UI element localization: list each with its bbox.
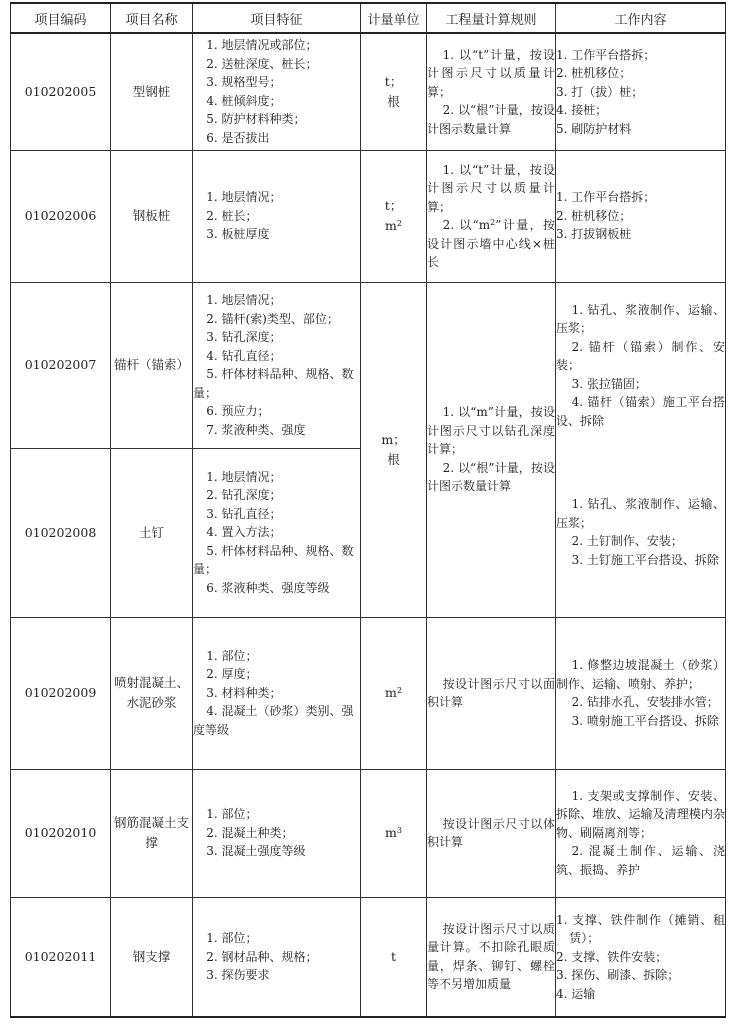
item-rules xyxy=(427,897,556,1017)
feature-line: 5. 防护材料种类； xyxy=(206,112,306,127)
table-row xyxy=(11,769,726,897)
feature-line: 2. 锚杆(索)类型、部位； xyxy=(206,311,339,326)
work-line: 4. 接桩； xyxy=(556,103,608,117)
work-line: 1. 支撑、铁件制作（摊销、租赁）； xyxy=(556,912,725,945)
work-line: 2. 锚杆（锚索）制作、安装； xyxy=(556,339,725,372)
work-line: 3. 探伤、刷漆、拆除； xyxy=(556,968,680,982)
table-row xyxy=(11,150,726,282)
feature-line: 6. 预应力； xyxy=(206,404,270,418)
header-work: 工作内容 xyxy=(556,3,726,33)
rule-line: 按设计图示尺寸以体积计算 xyxy=(427,816,555,849)
rule-exponent: 2 xyxy=(490,218,496,227)
item-work xyxy=(556,617,726,769)
item-name: 锚杆（锚索） xyxy=(111,282,193,448)
feature-line: 1. 地层情况或部位； xyxy=(206,38,318,53)
item-work xyxy=(556,282,726,448)
unit-base: m xyxy=(385,685,397,700)
work-line: 1. 修整边坡混凝土（砂浆）制作、运输、喷射、养护； xyxy=(556,658,725,691)
feature-line: 2. 钢材品种、规格； xyxy=(206,949,318,964)
feature-line: 5. 杆体材料品种、规格、数量； xyxy=(193,543,354,577)
header-rules: 工程量计算规则 xyxy=(427,3,556,33)
item-code: 010202010 xyxy=(11,769,111,897)
feature-line: 4. 钻孔直径； xyxy=(206,348,282,363)
item-features xyxy=(193,448,361,617)
spec-table xyxy=(10,2,726,1018)
item-name: 喷射混凝土、水泥砂浆 xyxy=(111,617,193,769)
work-line: 2. 支撑、铁件安装； xyxy=(556,949,668,964)
item-work xyxy=(556,448,726,617)
work-line: 4. 运输 xyxy=(556,986,596,1001)
table-row xyxy=(11,617,726,769)
item-work xyxy=(556,150,726,282)
unit-line: t； xyxy=(384,198,403,213)
header-features: 项目特征 xyxy=(193,3,361,33)
work-line: 4. 锚杆（锚索）施工平台搭设、拆除 xyxy=(556,395,725,428)
feature-line: 1. 部位； xyxy=(206,648,258,663)
work-line: 3. 喷射施工平台搭设、拆除 xyxy=(571,713,719,728)
feature-line: 3. 材料种类； xyxy=(206,685,282,700)
unit-base: m xyxy=(385,218,397,233)
feature-line: 1. 部位； xyxy=(206,931,258,945)
feature-line: 2. 厚度； xyxy=(206,667,258,682)
item-features xyxy=(193,33,361,150)
work-line: 1. 工作平台搭拆； xyxy=(556,47,656,62)
unit-exponent: 2 xyxy=(396,686,402,695)
table-row xyxy=(11,282,726,448)
feature-line: 5. 杆体材料品种、规格、数量； xyxy=(193,367,354,400)
work-line: 2. 桩机移位； xyxy=(556,208,632,223)
work-line: 1. 工作平台搭拆； xyxy=(556,190,656,205)
table-row xyxy=(11,897,726,1017)
feature-line: 7. 浆液种类、强度 xyxy=(206,422,306,437)
table-row xyxy=(11,33,726,150)
item-code: 010202008 xyxy=(11,448,111,617)
work-line: 1. 支架或支撑制作、安装、拆除、堆放、运输及清理模内杂物、刷隔离剂等； xyxy=(556,788,725,840)
feature-line: 1. 部位； xyxy=(206,807,258,822)
feature-line: 2. 钻孔深度； xyxy=(206,488,282,503)
item-name: 型钢桩 xyxy=(111,33,193,150)
unit-exponent: 2 xyxy=(396,219,402,228)
feature-line: 1. 地层情况； xyxy=(206,469,282,484)
work-line: 1. 钻孔、浆液制作、运输、压浆； xyxy=(556,497,725,530)
work-line: 3. 张拉锚固； xyxy=(571,376,647,391)
header-unit: 计量单位 xyxy=(361,3,427,33)
work-line: 3. 打拔钢板桩 xyxy=(556,227,632,242)
header-name: 项目名称 xyxy=(111,3,193,33)
item-code: 010202005 xyxy=(11,33,111,150)
header-code: 项目编码 xyxy=(11,3,111,33)
item-unit xyxy=(361,617,427,769)
item-code: 010202011 xyxy=(11,897,111,1017)
rule-line: 按设计图示尺寸以质量计算。不扣除孔眼质量，焊条、铆钉、螺栓等不另增加质量 xyxy=(427,921,555,992)
feature-line: 4. 置入方法； xyxy=(206,525,282,540)
feature-line: 4. 桩倾斜度； xyxy=(206,93,282,108)
feature-line: 3. 规格型号； xyxy=(206,75,282,90)
rule-line: 2. 以“根”计量，按设计图示数量计算 xyxy=(427,460,555,494)
header-row xyxy=(11,3,726,33)
work-line: 2. 桩机移位； xyxy=(556,66,632,80)
unit-exponent: 3 xyxy=(396,826,402,835)
item-work xyxy=(556,897,726,1017)
feature-line: 6. 是否拔出 xyxy=(206,130,270,145)
work-line: 5. 刷防护材料 xyxy=(556,121,632,136)
feature-line: 2. 混凝土种类； xyxy=(206,825,294,840)
item-unit xyxy=(361,769,427,897)
work-line: 3. 土钉施工平台搭设、拆除 xyxy=(571,552,719,567)
feature-line: 3. 探伤要求 xyxy=(206,968,270,982)
unit-line: 根 xyxy=(387,93,400,109)
work-line: 2. 混凝土制作、运输、浇筑、振捣、养护 xyxy=(556,844,725,877)
item-rules xyxy=(427,769,556,897)
item-code: 010202006 xyxy=(11,150,111,282)
item-rules-shared xyxy=(427,282,556,617)
item-name: 钢筋混凝土支撑 xyxy=(111,769,193,897)
item-rules xyxy=(427,617,556,769)
rule-text: 2. 以“m xyxy=(442,218,491,232)
item-name: 钢支撑 xyxy=(111,897,193,1017)
feature-line: 2. 送桩深度、桩长； xyxy=(206,56,318,71)
rule-line: 按设计图示尺寸以面积计算 xyxy=(427,676,555,709)
rule-line: 1. 以“t”计量，按设计图示尺寸以质量计算； xyxy=(427,162,555,214)
unit-line: t xyxy=(390,948,397,964)
rule-line: 2. 以“根”计量，按设计图示数量计算 xyxy=(427,103,555,136)
item-rules xyxy=(427,33,556,150)
item-code: 010202009 xyxy=(11,617,111,769)
feature-line: 6. 浆液种类、强度等级 xyxy=(206,580,330,595)
unit-line: t； xyxy=(384,73,403,89)
feature-line: 2. 桩长； xyxy=(206,208,258,223)
item-unit xyxy=(361,33,427,150)
feature-line: 3. 钻孔深度； xyxy=(206,330,282,344)
feature-line: 3. 钻孔直径； xyxy=(206,506,282,521)
item-rules xyxy=(427,150,556,282)
item-name: 土钉 xyxy=(111,448,193,617)
item-code: 010202007 xyxy=(11,282,111,448)
item-name: 钢板桩 xyxy=(111,150,193,282)
feature-line: 3. 板桩厚度 xyxy=(206,227,270,242)
item-features xyxy=(193,282,361,448)
work-line: 2. 钻排水孔、安装排水管； xyxy=(571,695,719,709)
rule-line xyxy=(427,216,555,272)
work-line: 1. 钻孔、浆液制作、运输、压浆； xyxy=(556,302,725,335)
item-features xyxy=(193,897,361,1017)
unit-line xyxy=(361,216,426,236)
feature-line: 4. 混凝土（砂浆）类别、强度等级 xyxy=(193,704,354,737)
work-line: 3. 打（拔）桩； xyxy=(556,84,644,99)
item-features xyxy=(193,150,361,282)
item-work xyxy=(556,33,726,150)
rule-text: ”计量，按设计图示墙中心线×桩长 xyxy=(427,218,555,269)
feature-line: 1. 地层情况； xyxy=(206,190,282,205)
unit-base: m xyxy=(385,825,397,840)
feature-line: 1. 地层情况； xyxy=(206,293,282,307)
item-features xyxy=(193,769,361,897)
feature-line: 3. 混凝土强度等级 xyxy=(206,844,306,859)
item-unit-shared xyxy=(361,282,427,617)
unit-line: m； xyxy=(381,431,406,447)
work-line: 2. 土钉制作、安装； xyxy=(571,534,683,549)
item-unit xyxy=(361,150,427,282)
item-features xyxy=(193,617,361,769)
item-work xyxy=(556,769,726,897)
item-unit xyxy=(361,897,427,1017)
unit-line: 根 xyxy=(387,451,400,467)
rule-line: 1. 以“t”计量，按设计图示尺寸以质量计算； xyxy=(427,47,555,99)
rule-line: 1. 以“m”计量，按设计图示尺寸以钻孔深度计算； xyxy=(427,405,555,457)
